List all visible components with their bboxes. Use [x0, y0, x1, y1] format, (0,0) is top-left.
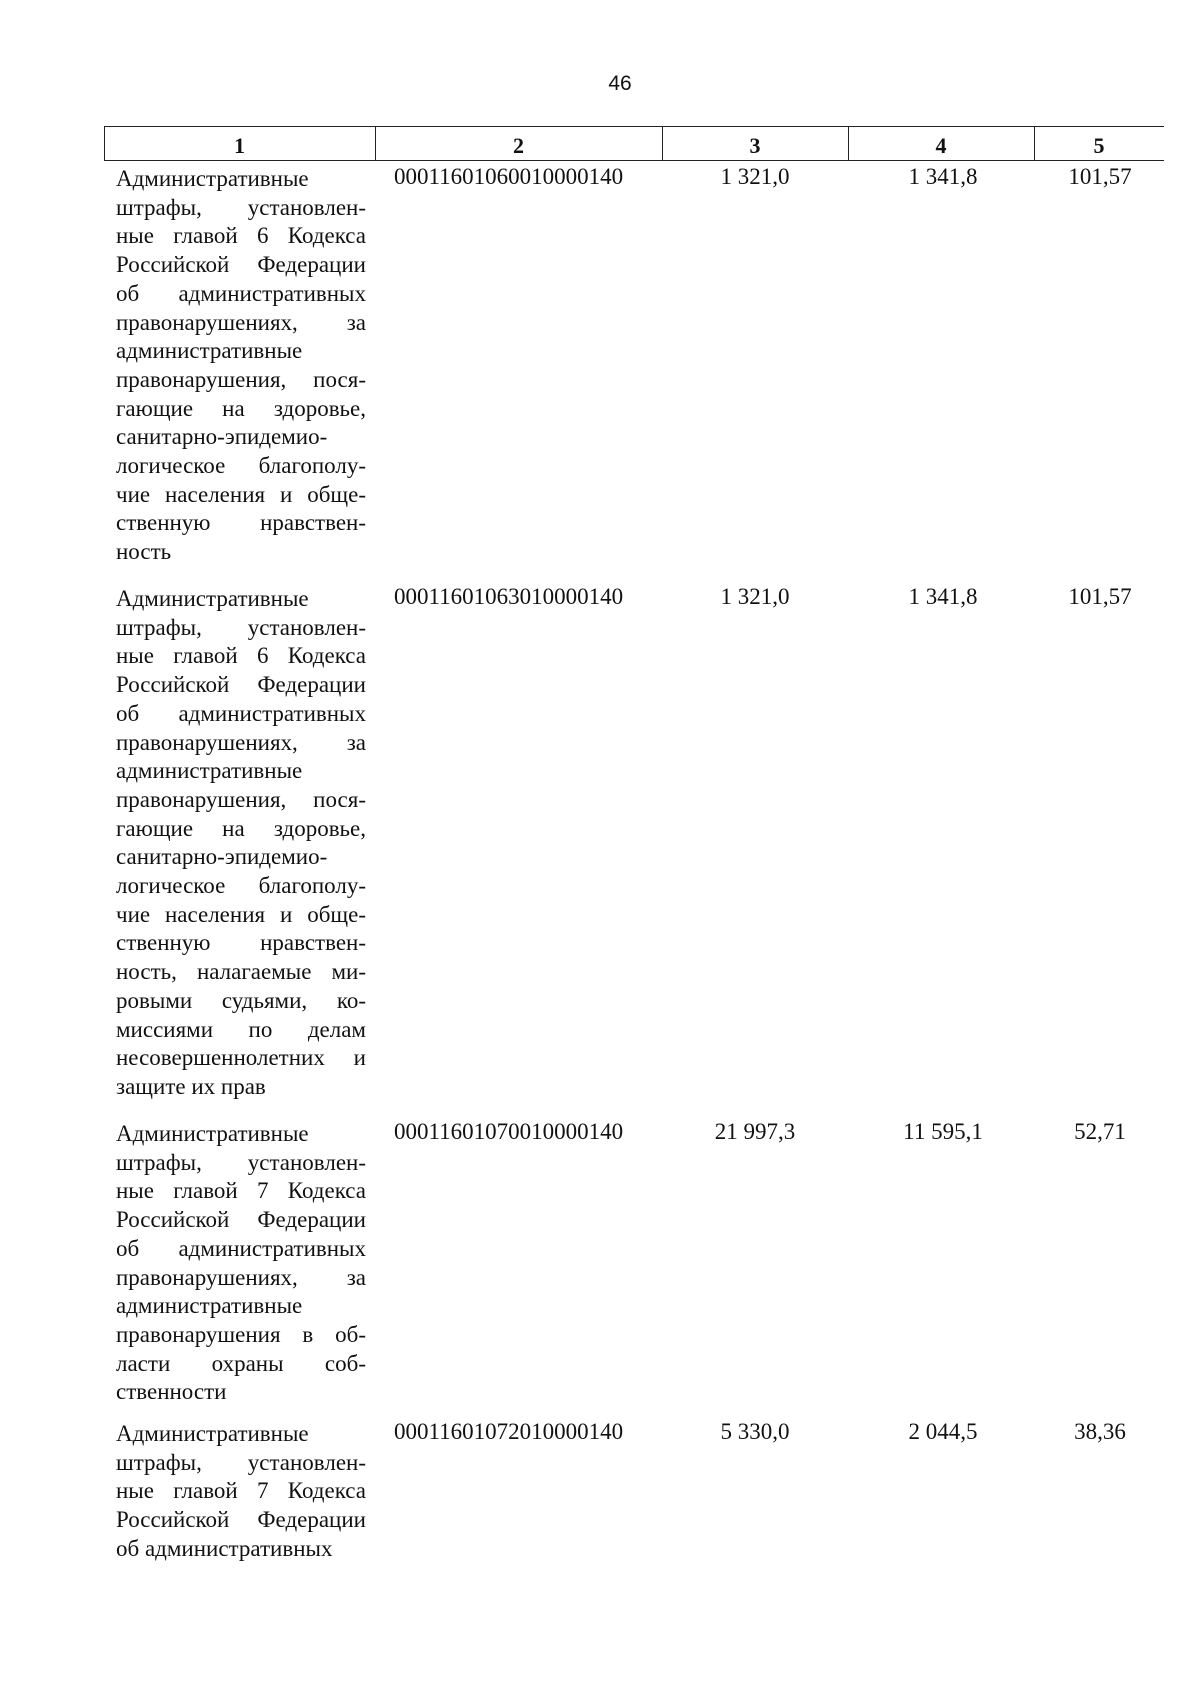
description-line: ственную нравствен- — [116, 930, 366, 956]
budget-classification-code: 00011601072010000140 — [394, 1419, 624, 1444]
table-header-bottom-rule — [104, 160, 1164, 161]
description-line: гающие на здоровье, — [116, 395, 366, 421]
column-5-value: 101,57 — [1068, 164, 1132, 189]
description-line: правонарушения, пося- — [116, 366, 366, 392]
description-line: об административных — [116, 280, 366, 306]
description-line: штрафы, установлен- — [116, 614, 366, 640]
description-line: административные — [116, 1293, 303, 1319]
column-4-value: 2 044,5 — [908, 1419, 978, 1444]
column-header-3: 3 — [749, 133, 761, 158]
row-description — [116, 165, 366, 567]
column-5-value: 38,36 — [1074, 1419, 1126, 1444]
description-line: административные — [116, 338, 303, 364]
table-top-rule — [104, 126, 1164, 127]
column-4-value: 1 341,8 — [908, 584, 978, 609]
description-line: ные главой 7 Кодекса — [116, 1478, 366, 1504]
description-line: санитарно-эпидемио- — [116, 844, 328, 870]
description-line: ные главой 6 Кодекса — [116, 223, 366, 249]
column-3-value: 5 330,0 — [720, 1419, 790, 1444]
description-line: логическое благополу- — [116, 873, 366, 899]
budget-classification-code: 00011601060010000140 — [394, 164, 624, 189]
description-line: Российской Федерации — [116, 1207, 366, 1233]
description-line: правонарушениях, за — [116, 1264, 366, 1290]
description-line: ласти охраны соб- — [116, 1350, 366, 1376]
description-line: ровыми судьями, ко- — [116, 987, 366, 1013]
description-line: об административных — [116, 1235, 366, 1261]
description-line: чие населения и обще- — [116, 481, 366, 507]
description-line: штрафы, установлен- — [116, 1449, 366, 1475]
row-description — [116, 1120, 366, 1407]
description-line: Российской Федерации — [116, 672, 366, 698]
column-header-2: 2 — [513, 133, 524, 158]
description-line: административные — [116, 758, 303, 784]
budget-classification-code: 00011601070010000140 — [394, 1119, 624, 1144]
column-header-1: 1 — [234, 133, 245, 158]
column-4-value: 1 341,8 — [908, 164, 978, 189]
description-line: миссиями по делам — [116, 1016, 366, 1042]
column-5-value: 101,57 — [1068, 584, 1132, 609]
description-line: правонарушения в об- — [116, 1321, 366, 1347]
description-line: несовершеннолетних и — [116, 1045, 366, 1071]
description-line: логическое благополу- — [116, 453, 366, 479]
description-line: ность — [116, 539, 172, 565]
page-number: 46 — [608, 72, 632, 95]
description-line: ственную нравствен- — [116, 510, 366, 536]
column-header-4: 4 — [935, 133, 947, 158]
description-line: ность, налагаемые ми- — [116, 959, 366, 985]
column-3-value: 1 321,0 — [720, 584, 790, 609]
row-description — [116, 1420, 366, 1564]
description-line: штрафы, установлен- — [116, 194, 366, 220]
description-line: ственности — [116, 1379, 227, 1405]
budget-classification-code: 00011601063010000140 — [394, 584, 624, 609]
description-line: чие населения и обще- — [116, 901, 366, 927]
description-line: Российской Федерации — [116, 252, 366, 278]
description-line: Административные — [116, 1121, 309, 1146]
description-line: Административные — [116, 586, 309, 611]
description-line: штрафы, установлен- — [116, 1149, 366, 1175]
description-line: ные главой 7 Кодекса — [116, 1178, 366, 1204]
column-3-value: 21 997,3 — [714, 1119, 796, 1144]
description-line: правонарушениях, за — [116, 309, 366, 335]
column-5-value: 52,71 — [1074, 1119, 1126, 1144]
description-line: защите их прав — [116, 1073, 266, 1099]
description-line: Административные — [116, 1421, 309, 1446]
description-line: правонарушениях, за — [116, 729, 366, 755]
row-description — [116, 585, 366, 1102]
description-line: гающие на здоровье, — [116, 815, 366, 841]
description-line: Российской Федерации — [116, 1507, 366, 1533]
column-3-value: 1 321,0 — [720, 164, 790, 189]
description-line: об административных — [116, 700, 366, 726]
description-line: санитарно-эпидемио- — [116, 424, 328, 450]
description-line: правонарушения, пося- — [116, 786, 366, 812]
description-line: об административных — [116, 1535, 333, 1561]
description-line: Административные — [116, 166, 309, 191]
column-header-5: 5 — [1093, 133, 1105, 158]
description-line: ные главой 6 Кодекса — [116, 643, 366, 669]
column-4-value: 11 595,1 — [903, 1119, 983, 1144]
